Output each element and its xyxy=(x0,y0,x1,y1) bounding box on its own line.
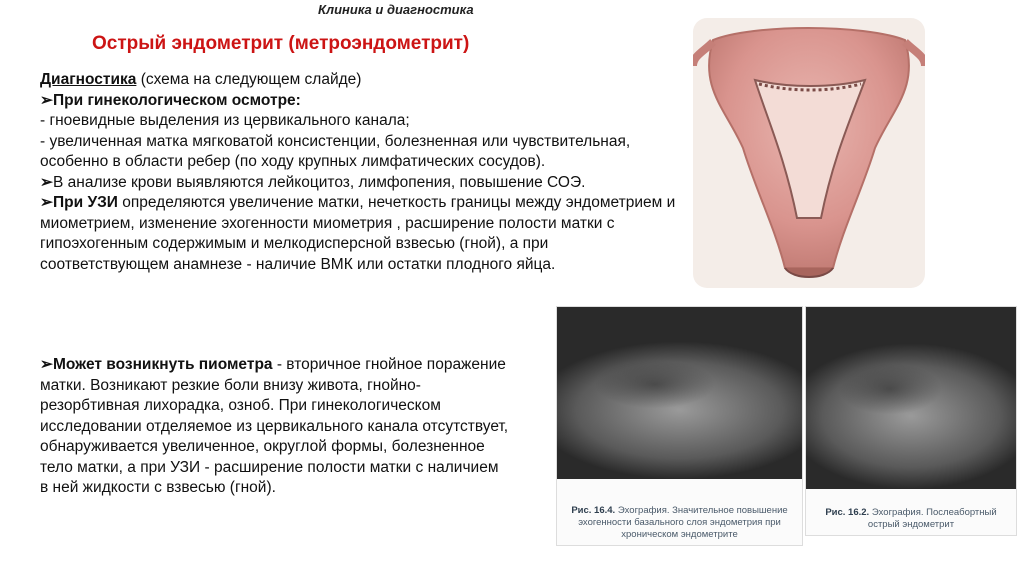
ultrasound-line xyxy=(40,193,680,275)
diagnostics-heading-note: (схема на следующем слайде) xyxy=(136,71,362,88)
blood-test-text: В анализе крови выявляются лейкоцитоз, лимфопения, повышение СОЭ. xyxy=(53,173,586,191)
ultrasound-text: определяются увеличение матки, нечеткость границы между эндометрием и миометрием, изменение эхогенности миометрия , расширение полости матки с гипоэхогенным содержимым и мелкодисперсной взвесью (гной), а при соответствующем анамнезе - наличие ВМК или остатки плодного яйца. xyxy=(40,194,676,273)
pyometra-block xyxy=(40,355,510,499)
pyometra-text: - вторичное гнойное поражение матки. Возникают резкие боли внизу живота, гнойно-резорбтивная лихорадка, озноб. При гинекологическом исследовании отделяемое из цервикального канала отсутствует, обнаруживается увеличенное, округлой формы, болезненное тело матки, а при УЗИ - расширение полости матки с наличием в ней жидкости с взвесью (гной). xyxy=(40,356,509,496)
ultrasound-image-1 xyxy=(557,307,802,479)
figure-2-label: Рис. 16.2. xyxy=(825,507,870,518)
arrow-bullet-icon: ➢ xyxy=(40,173,53,191)
ultrasound-figure-1 xyxy=(556,306,803,546)
blood-test-line xyxy=(40,173,680,194)
uterus-drawing xyxy=(693,18,925,288)
figure-1-caption xyxy=(557,505,802,541)
ultrasound-image-2 xyxy=(806,307,1016,489)
arrow-bullet-icon: ➢ xyxy=(40,356,53,373)
arrow-bullet-icon: ➢ xyxy=(40,194,53,211)
diagnostics-heading-line xyxy=(40,70,680,91)
figure-1-label: Рис. 16.4. xyxy=(571,505,616,516)
diagnostics-block xyxy=(40,70,680,275)
figure-2-caption xyxy=(806,507,1016,531)
pyometra-label: Может возникнуть пиометра xyxy=(53,356,273,373)
figure-2-text: Эхография. Послеабортный острый эндометрит xyxy=(867,507,997,530)
arrow-bullet-icon: ➢ xyxy=(40,91,53,109)
gyn-exam-item: - увеличенная матка мягковатой консистенции, болезненная или чувствительная, особенно в области ребер (по ходу крупных лимфатических сосудов). xyxy=(40,132,631,170)
gyn-exam-heading xyxy=(40,91,680,112)
diagnostics-heading: Диагностика xyxy=(40,71,137,88)
ultrasound-label: При УЗИ xyxy=(53,194,118,211)
gyn-exam-label: При гинекологическом осмотре: xyxy=(53,91,301,109)
ultrasound-figure-2 xyxy=(805,306,1017,536)
section-title: Клиника и диагностика xyxy=(318,2,474,17)
uterus-illustration xyxy=(693,18,925,288)
figure-1-text: Эхография. Значительное повышение эхогенности базального слоя эндометрия при хроническом эндометрите xyxy=(578,505,788,540)
cervix xyxy=(785,268,833,277)
slide-title: Острый эндометрит (метроэндометрит) xyxy=(92,33,470,54)
gyn-exam-item: - гноевидные выделения из цервикального канала; xyxy=(40,112,410,129)
pyometra-paragraph xyxy=(40,355,510,499)
